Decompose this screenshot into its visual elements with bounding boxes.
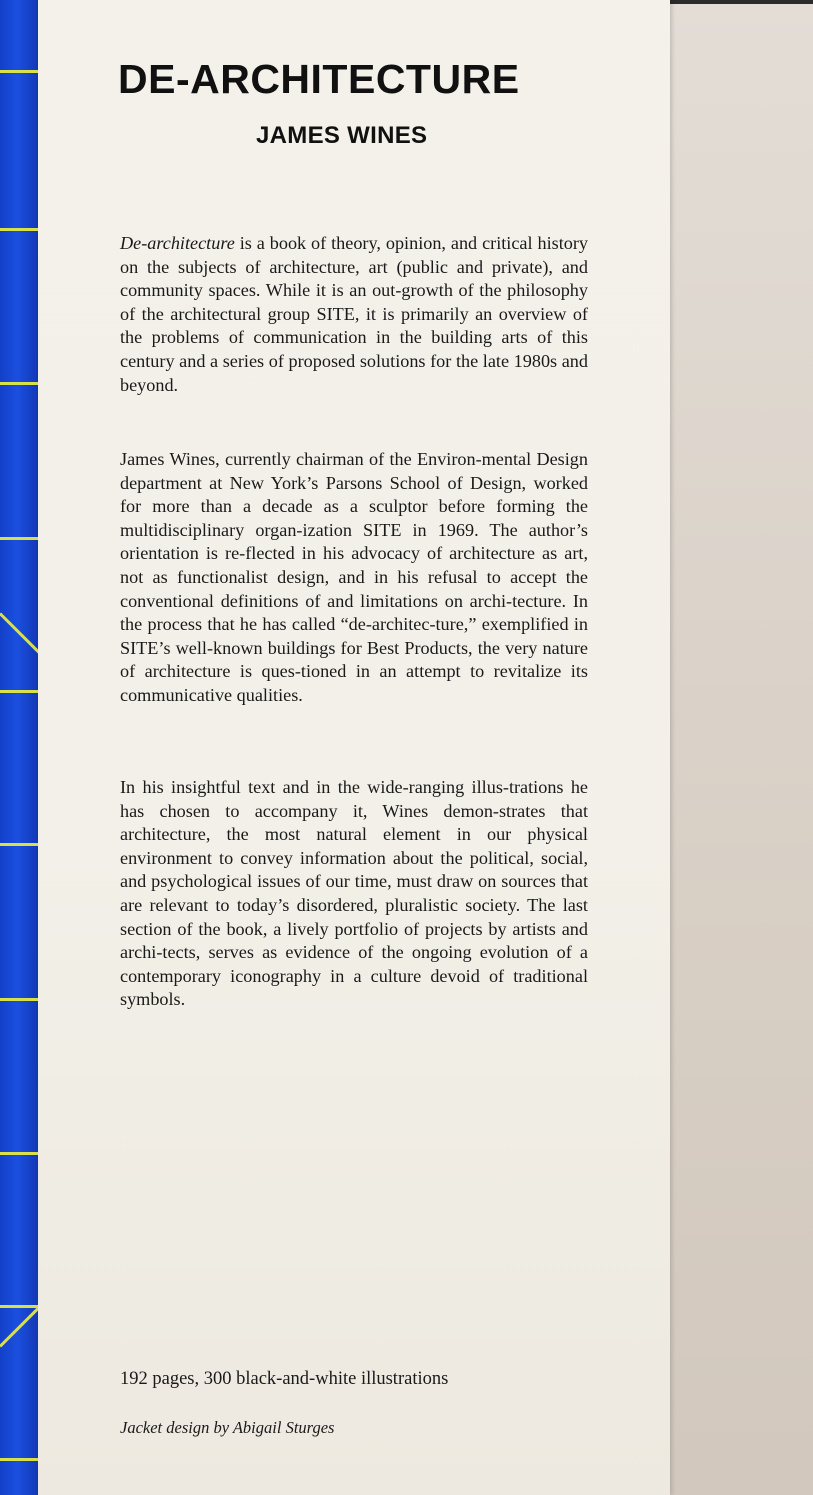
book-author: JAMES WINES [256,122,428,149]
paragraph-text: is a book of theory, opinion, and critical history on the subjects of architecture, art (public and private), and community spaces. While it is an out-growth of the philosophy of the architectural group SITE, it is primarily an overview of the problems of communication in the building arts of this century and a series of proposed solutions for the late 1980s and beyond. [120,233,588,395]
background-surface [670,0,813,1495]
jacket-credit: Jacket design by Abigail Sturges [120,1418,335,1437]
book-title: DE-ARCHITECTURE [118,56,520,102]
spine-diagonal-stripe [0,1303,38,1348]
author-bio-paragraph: James Wines, currently chairman of the Environ-mental Design department at New York’s Parsons School of Design, worked for more than a decade as a sculptor before forming the multidisciplinary organ-ization SITE in 1969. The author’s orientation is re-flected in his advocacy of architecture as art, not as functionalist design, and in his refusal to accept the conventional definitions of and limitations on archi-tecture. In the process that he has called “de-architec-ture,” exemplified in SITE’s well-known buildings for Best Products, the very nature of architecture is ques-tioned in an attempt to revitalize its communicative qualities. [120,449,588,705]
book-specs: 192 pages, 300 black-and-white illustrations [120,1369,449,1389]
spine-stripe [0,1305,38,1308]
book-spine [0,0,38,1495]
spine-stripe [0,382,38,385]
summary-paragraph: In his insightful text and in the wide-ranging illus-trations he has chosen to accompany it, Wines demon-strates that architecture, the most natural element in our physical environment to convey information about the political, social, and psychological issues of our time, must draw on sources that are relevant to today’s disordered, pluralistic society. The last section of the book, a lively portfolio of projects by artists and archi-tects, serves as evidence of the ongoing evolution of a contemporary iconography in a culture devoid of traditional symbols. [120,777,588,1010]
book-title-italic: De-architecture [120,233,235,253]
spine-stripe [0,537,38,540]
spine-diagonal-stripe [0,612,38,657]
spine-stripe [0,1152,38,1155]
spine-stripe [0,1458,38,1461]
jacket-flap [38,0,670,1495]
spine-stripe [0,690,38,693]
description-paragraph [120,232,588,397]
spine-stripe [0,998,38,1001]
background-edge [670,0,813,4]
spine-stripe [0,70,38,73]
spine-stripe [0,228,38,231]
spine-stripe [0,843,38,846]
